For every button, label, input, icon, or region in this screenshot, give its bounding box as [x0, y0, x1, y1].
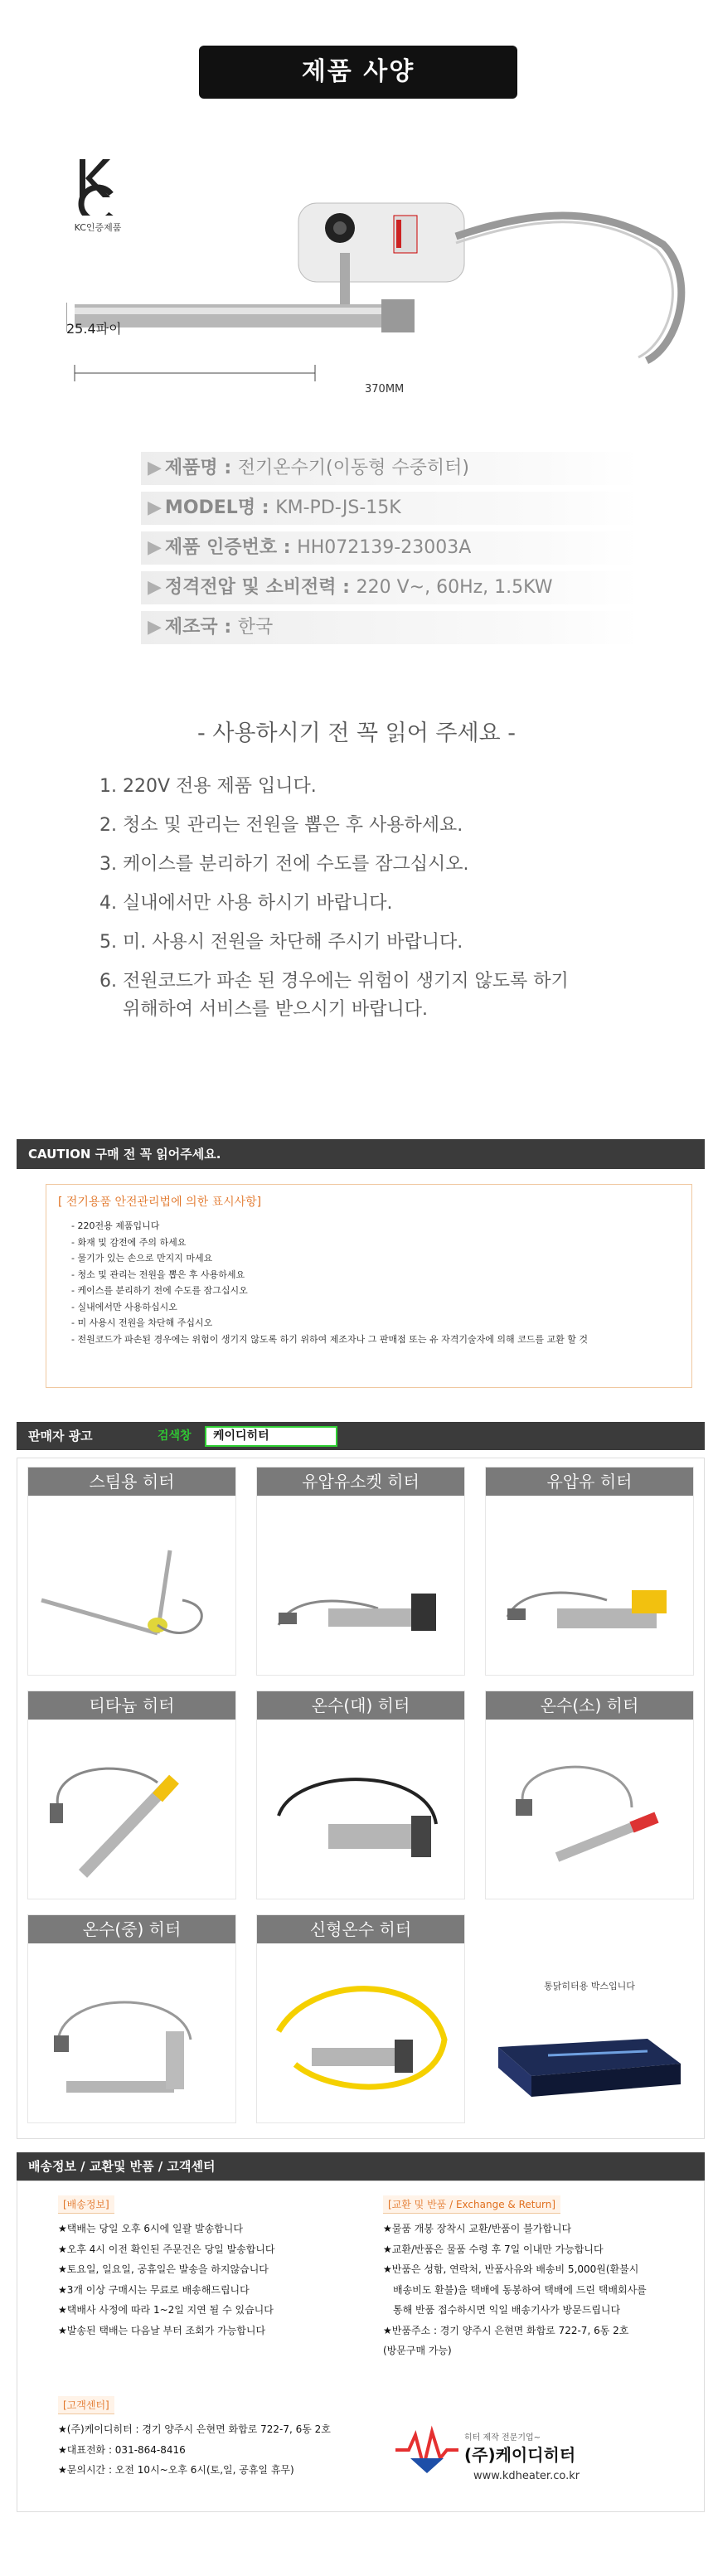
return-line: (방문구매 가능) [383, 2345, 452, 2356]
product-card[interactable] [256, 1467, 465, 1676]
logo-url[interactable]: www.kdheater.co.kr [473, 2470, 580, 2482]
search-input[interactable]: 케이디히터 [205, 1426, 337, 1447]
caution-item: - 케이스를 분리하기 전에 수도를 잠그십시오 [71, 1285, 248, 1296]
return-line: 통해 반품 접수하시면 익일 배송기사가 방문드립니다 [393, 2304, 621, 2316]
product-image [262, 1957, 461, 2114]
product-image [33, 1733, 232, 1890]
product-card[interactable] [256, 1914, 465, 2123]
product-title: 온수(소) 히터 [486, 1691, 693, 1720]
return-line: ★교환/반품은 물품 수령 후 7일 이내만 가능합니다 [383, 2243, 604, 2255]
product-title: 티타늄 히터 [28, 1691, 235, 1720]
caution-item: - 실내에서만 사용하십시오 [71, 1301, 177, 1312]
arrow-icon: ▶ [148, 617, 162, 638]
return-tag: [교환 및 반품 / Exchange & Return] [383, 2195, 560, 2214]
product-box-card[interactable] [485, 1914, 694, 2123]
notice-item: 3. 케이스를 분리하기 전에 수도를 잠그십시오. [99, 854, 469, 875]
shipping-bar: 배송정보 / 교환및 반품 / 고객센터 [17, 2152, 705, 2181]
exchange-return-info [383, 2195, 698, 2361]
notice-item: 2. 청소 및 관리는 전원을 뽑은 후 사용하세요. [99, 815, 463, 836]
notice-item: 5. 미. 사용시 전원을 차단해 주시기 바랍니다. [99, 932, 463, 953]
arrow-icon: ▶ [148, 497, 162, 518]
spec-row-model [141, 492, 638, 525]
product-title: 온수(대) 히터 [257, 1691, 464, 1720]
product-image [491, 1733, 690, 1890]
delivery-line: ★토요일, 일요일, 공휴일은 발송을 하지않습니다 [58, 2263, 269, 2275]
arrow-icon: ▶ [148, 458, 162, 478]
product-title: 유압유 히터 [486, 1467, 693, 1496]
length-label: 370MM [365, 383, 405, 395]
caution-item: - 물기가 있는 손으로 만지지 마세요 [71, 1253, 213, 1264]
delivery-line: ★택배사 사정에 따라 1~2일 지연 될 수 있습니다 [58, 2304, 274, 2316]
spec-value: 한국 [237, 617, 274, 638]
notice-item: 4. 실내에서만 사용 하시기 바랍니다. [99, 893, 393, 914]
spec-label: 제품명 : [164, 458, 238, 478]
spec-label: 제품 인증번호 : [164, 537, 298, 558]
spec-row-cert-number [141, 531, 638, 565]
product-title: 유압유소켓 히터 [257, 1467, 464, 1496]
kc-label: KC인증제품 [74, 222, 122, 233]
product-card[interactable] [27, 1467, 236, 1676]
product-card[interactable] [27, 1914, 236, 2123]
delivery-line: ★오후 4시 이전 확인된 주문건은 당일 발송합니다 [58, 2243, 275, 2255]
logo-name: (주)케이디히터 [464, 2445, 576, 2465]
box-caption: 통닭히터용 박스입니다 [544, 1981, 635, 1991]
caution-item: - 전원코드가 파손된 경우에는 위험이 생기지 않도록 하기 위하여 제조자나 그 판매점 또는 유 자격기술자에 의해 코드를 교환 할 것 [71, 1333, 588, 1345]
spec-row-country [141, 611, 638, 644]
delivery-tag: [배송정보] [58, 2195, 114, 2214]
cs-line: ★(주)케이디히터 : 경기 양주시 은현면 화합로 722-7, 6동 2호 [58, 2423, 331, 2435]
spec-value: HH072139-23003A [297, 537, 472, 558]
customer-center [58, 2396, 356, 2481]
notice-item: 6. 전원코드가 파손 된 경우에는 위험이 생기지 않도록 하기 [99, 971, 569, 992]
product-title: 온수(중) 히터 [28, 1915, 235, 1943]
caution-bar: CAUTION 구매 전 꼭 읽어주세요. [17, 1139, 705, 1169]
kd-logo-icon [394, 2425, 460, 2475]
return-line: 배송비도 환불)을 택배에 동봉하여 택배에 드린 택배회사를 [393, 2283, 647, 2296]
heater-product-image [66, 195, 696, 402]
caution-box-title: [ 전기용품 안전관리법에 의한 표시사항] [58, 1196, 262, 1209]
notice-heading: - 사용하시기 전 꼭 읽어 주세요 - [197, 720, 516, 746]
delivery-line: ★택배는 당일 오후 6시에 일괄 발송합니다 [58, 2223, 243, 2234]
caution-item: - 화재 및 감전에 주의 하세요 [71, 1236, 187, 1248]
product-grid [17, 1458, 705, 2139]
product-card[interactable] [256, 1691, 465, 1899]
caution-item: - 220전용 제품입니다 [71, 1220, 160, 1231]
product-title: 신형온수 히터 [257, 1915, 464, 1943]
product-image [262, 1509, 461, 1666]
spec-list [141, 452, 638, 651]
caution-box [46, 1184, 692, 1388]
product-image [33, 1957, 232, 2114]
delivery-line: ★발송된 택배는 다음날 부터 조회가 가능합니다 [58, 2324, 266, 2336]
cs-tag: [고객센터] [58, 2396, 114, 2414]
pipe-diameter-label: 25.4파이 [66, 321, 122, 337]
seller-ad-bar [17, 1422, 705, 1450]
spec-label: 제조국 : [164, 617, 238, 638]
product-image [262, 1733, 461, 1890]
caution-item: - 청소 및 관리는 전원을 뽑은 후 사용하세요 [71, 1269, 245, 1280]
notice-item: 위해하여 서비스를 받으시기 바랍니다. [123, 999, 429, 1020]
cs-line: ★대표전화 : 031-864-8416 [58, 2443, 186, 2456]
product-title: 스팀용 히터 [28, 1467, 235, 1496]
spec-value: 220 V~, 60Hz, 1.5KW [356, 577, 553, 598]
return-line: ★반품은 성함, 연락처, 반품사유와 배송비 5,000원(환불시 [383, 2263, 639, 2275]
logo-slogan: 히터 제작 전문기업~ [464, 2433, 541, 2443]
product-card[interactable] [27, 1691, 236, 1899]
caution-item: - 미 사용시 전원을 차단해 주십시오 [71, 1317, 213, 1328]
spec-row-power [141, 571, 638, 604]
arrow-icon: ▶ [148, 577, 162, 598]
spec-value: KM-PD-JS-15K [275, 497, 401, 518]
spec-label: 정격전압 및 소비전력 : [164, 577, 356, 598]
delivery-info [58, 2195, 356, 2341]
company-logo [394, 2425, 626, 2491]
spec-title: 제품 사양 [199, 46, 517, 99]
return-line: ★물품 개봉 장착시 교환/반품이 불가합니다 [383, 2223, 572, 2234]
search-label: 검색창 [158, 1429, 192, 1443]
product-image [33, 1509, 232, 1666]
product-box-image [490, 2006, 689, 2097]
seller-ad-label: 판매자 광고 [28, 1429, 93, 1443]
return-line: ★반품주소 : 경기 양주시 은현면 화합로 722-7, 6동 2호 [383, 2324, 629, 2336]
notice-list [99, 773, 663, 1035]
spec-row-product-name [141, 452, 638, 485]
product-image [491, 1509, 690, 1666]
delivery-line: ★3개 이상 구매시는 무료로 배송해드립니다 [58, 2283, 250, 2296]
arrow-icon: ▶ [148, 537, 162, 558]
cs-line: ★문의시간 : 오전 10시~오후 6시(토,일, 공휴일 휴무) [58, 2464, 294, 2476]
notice-item: 1. 220V 전용 제품 입니다. [99, 776, 317, 797]
product-card[interactable] [485, 1467, 694, 1676]
product-card[interactable] [485, 1691, 694, 1899]
spec-label: MODEL명 : [164, 497, 276, 518]
spec-value: 전기온수기(이동형 수중히터) [237, 458, 469, 478]
